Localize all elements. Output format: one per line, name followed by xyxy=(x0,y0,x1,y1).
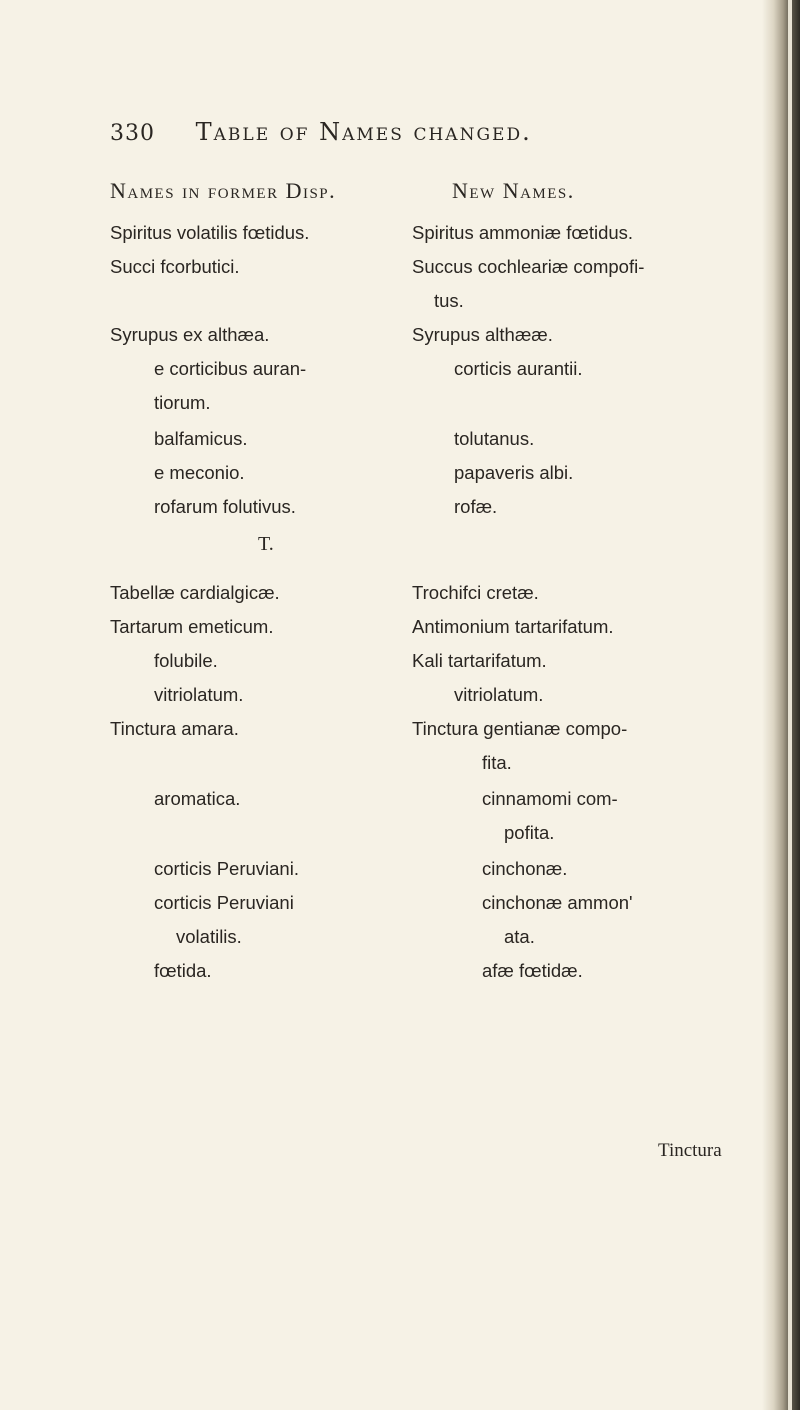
right-entry: ata. xyxy=(504,926,535,947)
left-entry: balfamicus. xyxy=(154,428,248,449)
page-title: Table of Names changed. xyxy=(195,118,532,146)
left-entry: fœtida. xyxy=(154,960,212,981)
page-number: 330 xyxy=(110,121,155,146)
left-entry: rofarum folutivus. xyxy=(154,496,296,517)
page-edge-highlight xyxy=(788,0,792,1410)
left-entry: folubile. xyxy=(154,650,218,671)
right-entry: tus. xyxy=(434,290,464,311)
left-entry: Syrupus ex althæa. xyxy=(110,324,270,345)
left-entry: corticis Peruviani. xyxy=(154,858,299,879)
catchword: Tinctura xyxy=(658,1140,722,1161)
right-entry: Trochifci cretæ. xyxy=(412,582,539,603)
right-entry: vitriolatum. xyxy=(454,684,544,705)
right-entry: papaveris albi. xyxy=(454,462,574,483)
right-entry: Spiritus ammoniæ fœtidus. xyxy=(412,222,634,243)
left-column-heading: Names in former Disp. xyxy=(110,178,337,203)
left-entry: Succi fcorbutici. xyxy=(110,256,240,277)
right-entry: pofita. xyxy=(504,822,555,843)
running-header xyxy=(110,118,532,146)
right-entry: fita. xyxy=(482,752,512,773)
right-entry: corticis aurantii. xyxy=(454,358,583,379)
left-entry: e meconio. xyxy=(154,462,245,483)
right-entry: rofæ. xyxy=(454,496,498,517)
right-entry: tolutanus. xyxy=(454,428,535,449)
right-entry: Antimonium tartarifatum. xyxy=(412,616,614,637)
section-letter: T. xyxy=(258,533,274,555)
right-entry: Succus cochleariæ compofi- xyxy=(412,256,645,277)
left-entry: Tabellæ cardialgicæ. xyxy=(110,582,280,603)
left-entry: vitriolatum. xyxy=(154,684,244,705)
right-entry: afæ fœtidæ. xyxy=(482,960,583,981)
left-entry: corticis Peruviani xyxy=(154,892,294,913)
page-edge-shadow xyxy=(762,0,800,1410)
right-entry: cinchonæ ammon' xyxy=(482,892,633,913)
right-column-heading: New Names. xyxy=(452,178,575,203)
left-entry: tiorum. xyxy=(154,392,211,413)
right-entry: cinnamomi com- xyxy=(482,788,618,809)
right-entry: Kali tartarifatum. xyxy=(412,650,547,671)
left-entry: Spiritus volatilis fœtidus. xyxy=(110,222,310,243)
left-entry: Tartarum emeticum. xyxy=(110,616,274,637)
left-entry: volatilis. xyxy=(176,926,242,947)
right-entry: cinchonæ. xyxy=(482,858,568,879)
left-entry: aromatica. xyxy=(154,788,241,809)
right-entry: Tinctura gentianæ compo- xyxy=(412,718,628,739)
right-entry: Syrupus althææ. xyxy=(412,324,553,345)
left-entry: e corticibus auran- xyxy=(154,358,307,379)
left-entry: Tinctura amara. xyxy=(110,718,239,739)
